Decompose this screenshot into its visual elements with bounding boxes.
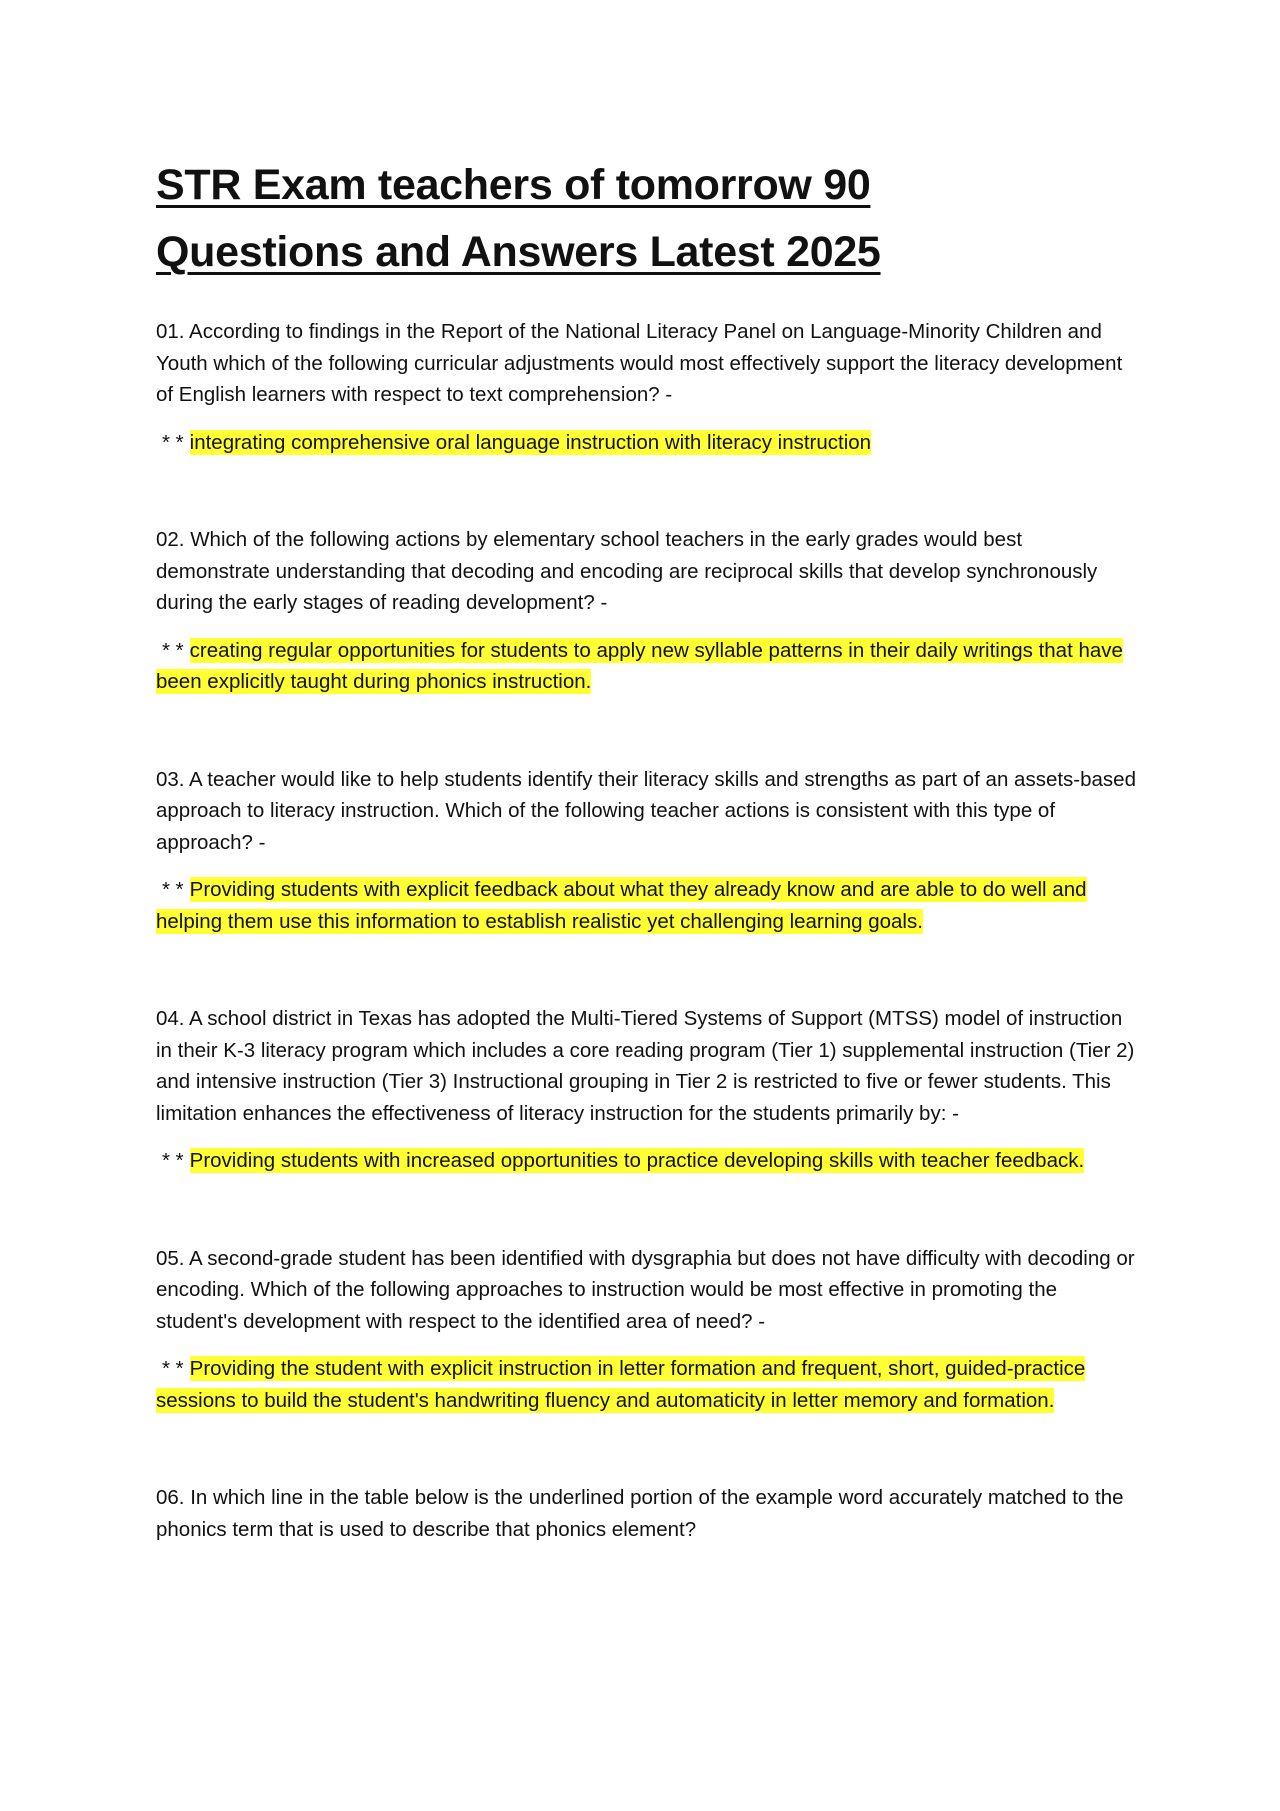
qa-item-05 (156, 1243, 1136, 1417)
qa-item-01 (156, 316, 1136, 458)
document-title: STR Exam teachers of tomorrow 90 Questions and Answers Latest 2025 (156, 161, 881, 276)
answer-marker: * * (162, 638, 184, 662)
question-text: 05. A second-grade student has been identified with dysgraphia but does not have difficulty with decoding or encoding. Which of the following approaches to instruction would be most effective in promoting the student's development with respect to the identified area of need? - (156, 1246, 1135, 1333)
answer-text: integrating comprehensive oral language instruction with literacy instruction (189, 430, 872, 454)
answer-block (156, 1353, 1136, 1416)
answer-text: Providing students with explicit feedback about what they already know and are able to do well and helping them use this information to establish realistic yet challenging learning goals. (156, 878, 1087, 933)
answer-text: Providing students with increased opportunities to practice developing skills with teacher feedback. (189, 1149, 1085, 1172)
spacer (156, 937, 1136, 1003)
question-text: 01. According to findings in the Report of the National Literacy Panel on Language-Minority Children and Youth which of the following curricular adjustments would most effectively support the literacy development of English learners with respect to text comprehension? - (156, 320, 1123, 406)
question-text: 04. A school district in Texas has adopted the Multi-Tiered Systems of Support (MTSS) model of instruction in their K-3 literacy program which includes a core reading program (Tier 1) supplemental instruction (Tier 2) and intensive instruction (Tier 3) Instructional grouping in Tier 2 is restricted to five or fewer students. This limitation enhances the effectiveness of literacy instruction for the students primarily by: - (156, 1007, 1135, 1125)
qa-item-03 (156, 764, 1136, 938)
spacer (156, 698, 1136, 764)
answer-marker: * * (162, 878, 184, 901)
qa-item-04 (156, 1003, 1136, 1177)
answer-block (156, 427, 1136, 459)
spacer (156, 1177, 1136, 1243)
answer-block (156, 1145, 1136, 1177)
spacer (156, 458, 1136, 524)
answer-block (156, 635, 1136, 698)
answer-marker: * * (162, 430, 184, 454)
spacer (156, 1416, 1136, 1482)
qa-item-02 (156, 524, 1136, 698)
answer-marker: * * (162, 1149, 184, 1172)
question-text: 06. In which line in the table below is the underlined portion of the example word accurately matched to the phonics term that is used to describe that phonics element? (156, 1486, 1124, 1541)
question-text: 02. Which of the following actions by elementary school teachers in the early grades would best demonstrate understanding that decoding and encoding are reciprocal skills that develop synchronously during the early stages of reading development? - (156, 528, 1098, 614)
answer-marker: * * (162, 1357, 184, 1380)
answer-text: creating regular opportunities for students to apply new syllable patterns in their daily writings that have been explicitly taught during phonics instruction. (156, 638, 1123, 693)
answer-block (156, 874, 1136, 937)
qa-list (156, 316, 1136, 1545)
question-text: 03. A teacher would like to help students identify their literacy skills and strengths as part of an assets-based approach to literacy instruction. Which of the following teacher actions is consistent with this type of approach? - (156, 767, 1136, 854)
qa-item-06 (156, 1482, 1136, 1545)
answer-text: Providing the student with explicit instruction in letter formation and frequent, short, guided-practice sessions to build the student's handwriting fluency and automaticity in letter memory and formation. (156, 1357, 1086, 1412)
